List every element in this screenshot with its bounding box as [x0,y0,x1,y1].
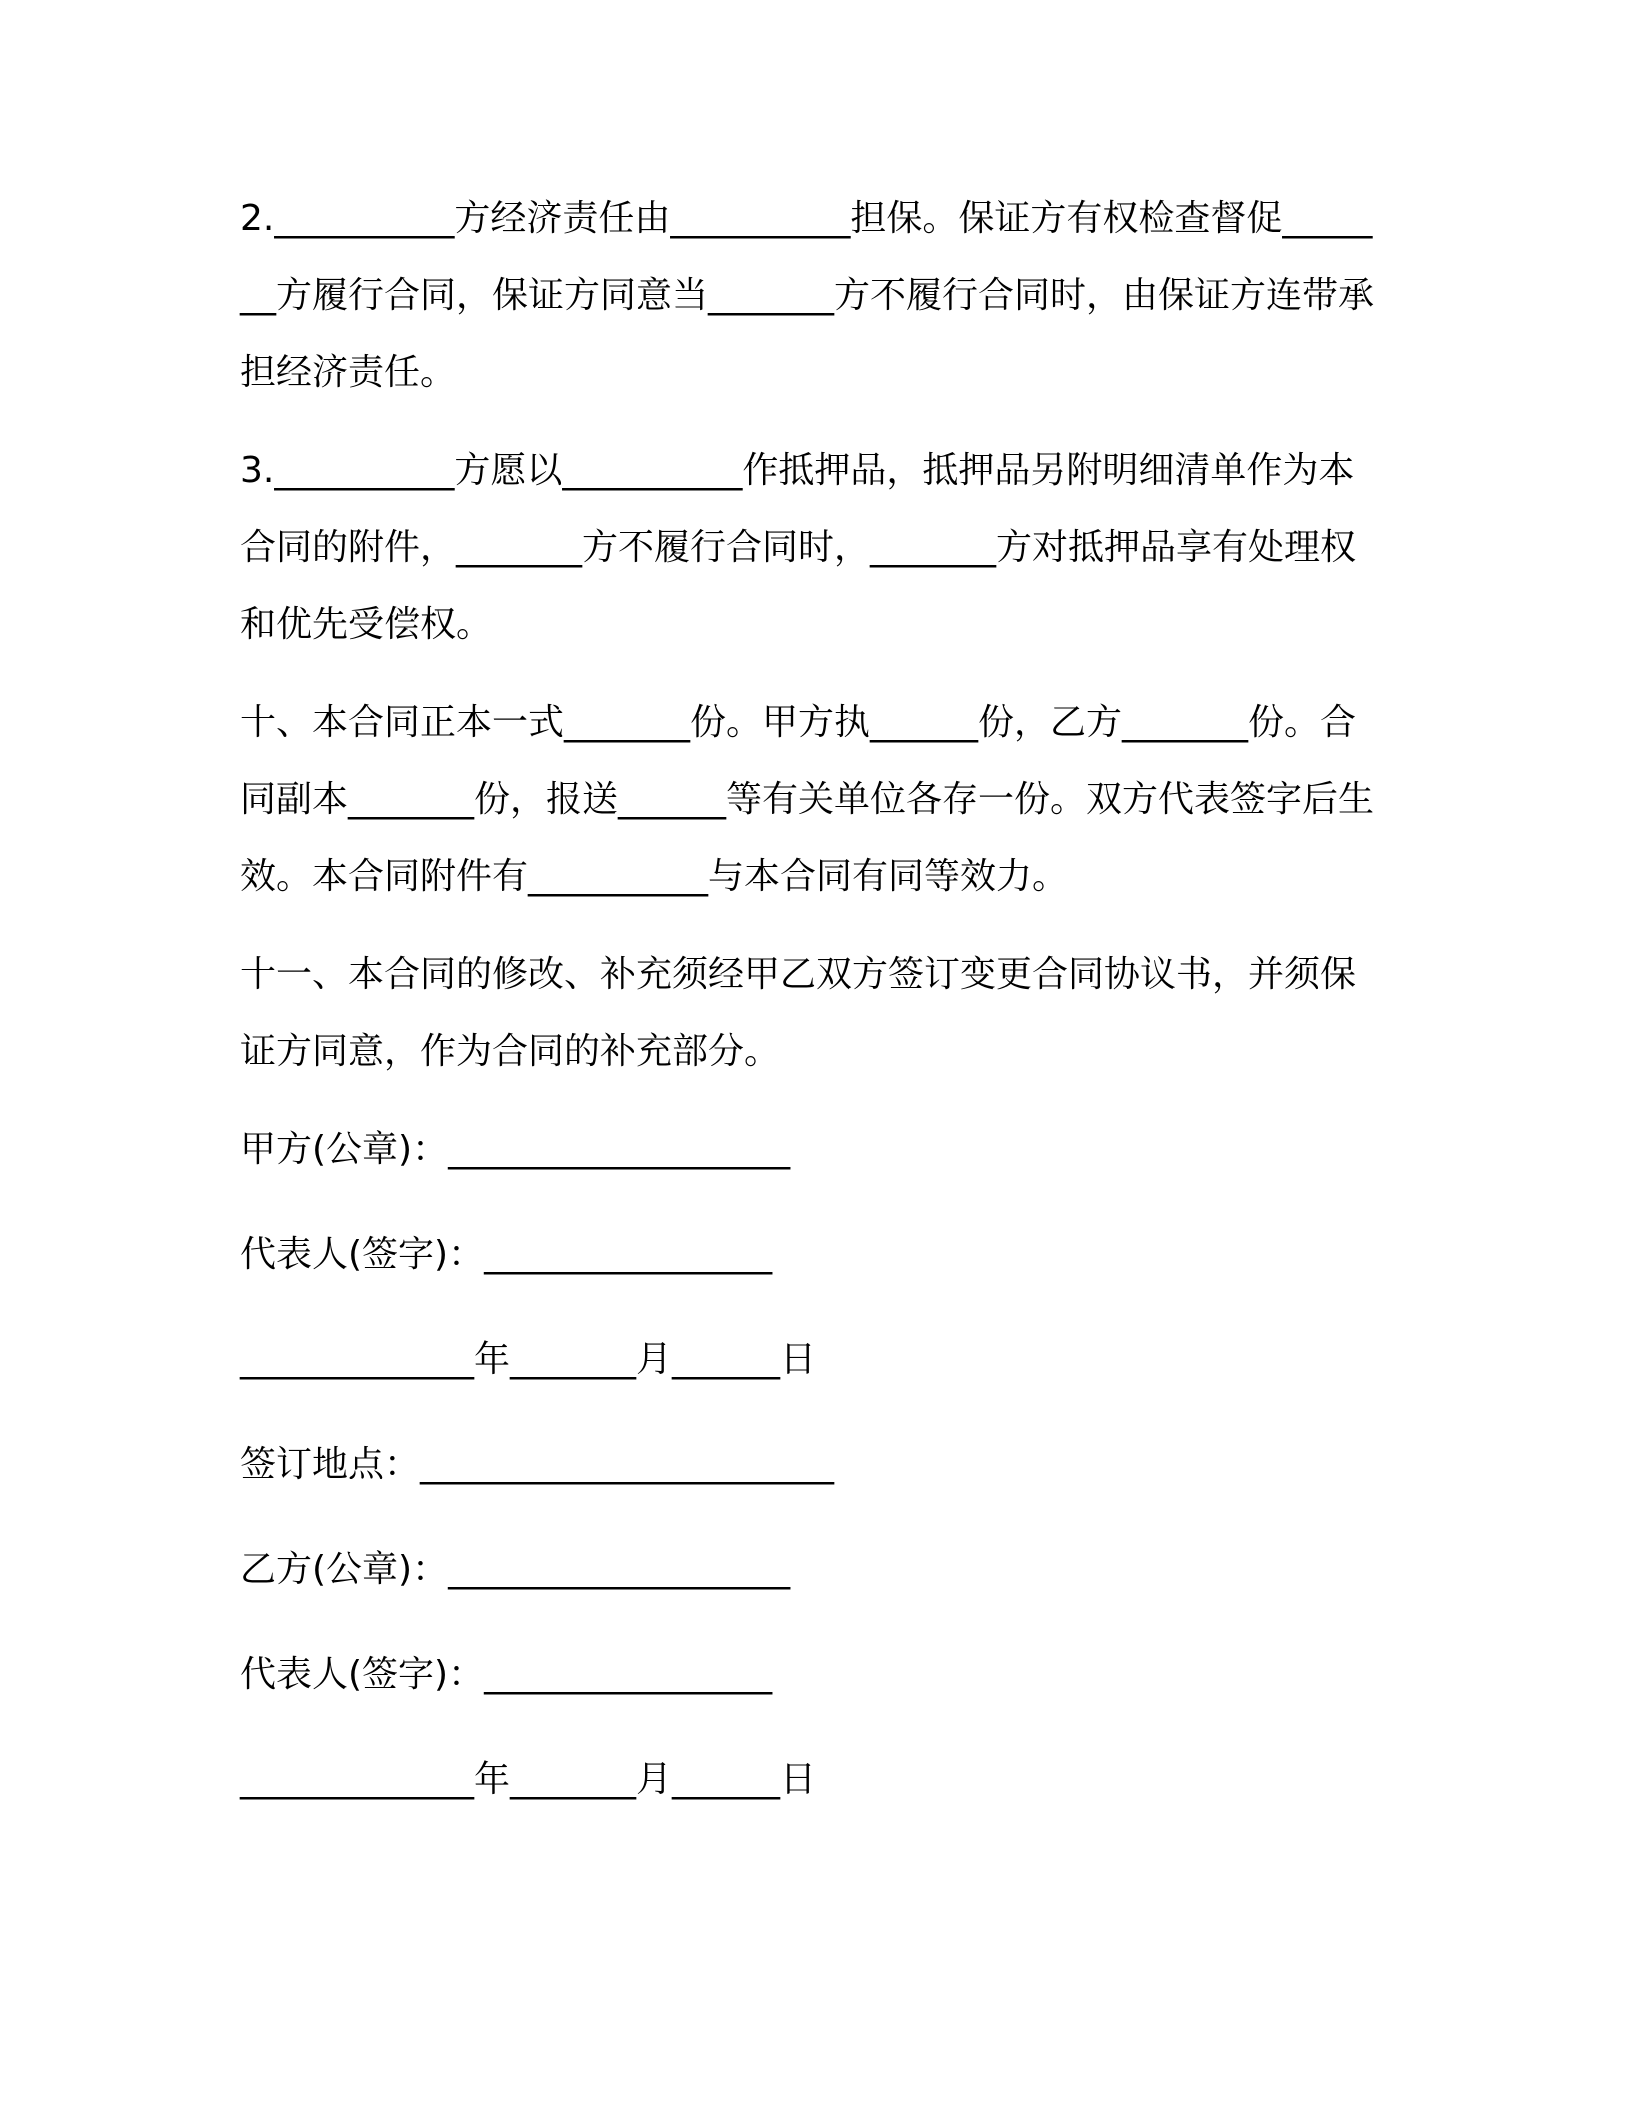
clause-10-copies: 十、本合同正本一式_______份。甲方执______份，乙方_______份。合同副本_______份，报送______等有关单位各存一份。双方代表签字后生效。本合同附件有__________与本合同有同等效力。 [240,702,1375,897]
party-a-representative-line: 代表人(签字)：________________ [240,1234,773,1275]
party-b-date-line: _____________年_______月______日 [240,1759,816,1800]
party-a-seal-line: 甲方(公章)：___________________ [240,1129,791,1170]
party-b-seal-line: 乙方(公章)：___________________ [240,1549,791,1590]
signing-place-line: 签订地点：_______________________ [240,1444,835,1485]
clause-3-collateral: 3.__________方愿以__________作抵押品，抵押品另附明细清单作为本合同的附件，_______方不履行合同时，_______方对抵押品享有处理权和优先受偿权。 [240,450,1357,645]
clause-2-guarantee: 2.__________方经济责任由__________担保。保证方有权检查督促_______方履行合同，保证方同意当_______方不履行合同时，由保证方连带承担经济责任。 [240,198,1375,393]
clause-11-amendments: 十一、本合同的修改、补充须经甲乙双方签订变更合同协议书，并须保证方同意，作为合同的补充部分。 [240,954,1357,1072]
party-b-representative-line: 代表人(签字)：________________ [240,1654,773,1695]
party-a-date-line: _____________年_______月______日 [240,1339,816,1380]
document-page [240,180,1390,1846]
